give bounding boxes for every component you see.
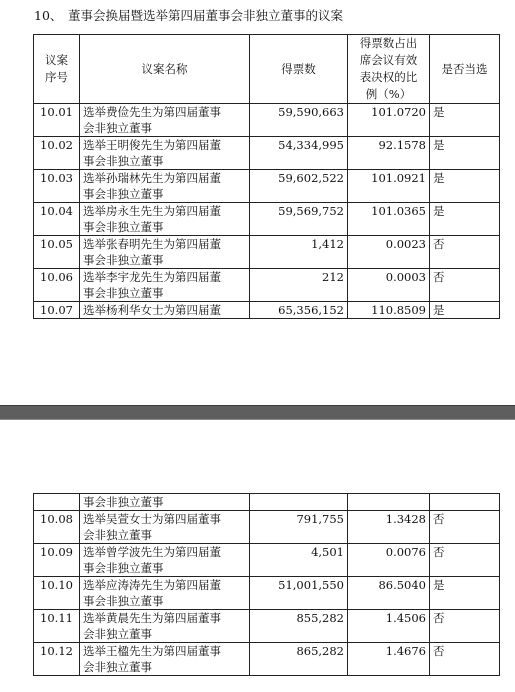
section-heading [34, 6, 343, 24]
header-name: 议案名称 [80, 35, 250, 104]
cell-name: 事会非独立董事 [80, 494, 250, 511]
cell-elected: 否 [430, 511, 500, 544]
cell-votes: 59,590,663 [250, 104, 348, 137]
cell-votes: 4,501 [250, 544, 348, 577]
cell-votes: 1,412 [250, 236, 348, 269]
header-ratio: 得票数占出 席会议有效 表决权的比 例（%） [348, 35, 430, 104]
cell-ratio: 101.0921 [348, 170, 430, 203]
table-row [34, 170, 500, 203]
cell-name: 选举张春明先生为第四届董 事会非独立董事 [80, 236, 250, 269]
cell-votes: 59,569,752 [250, 203, 348, 236]
cell-ratio [348, 494, 430, 511]
cell-seq: 10.03 [34, 170, 80, 203]
table-row [34, 269, 500, 302]
cell-seq: 10.06 [34, 269, 80, 302]
table-row [34, 610, 500, 643]
cell-elected: 否 [430, 544, 500, 577]
cell-ratio: 101.0720 [348, 104, 430, 137]
cell-ratio: 0.0003 [348, 269, 430, 302]
cell-name: 选举房永生先生为第四届董 事会非独立董事 [80, 203, 250, 236]
header-elected: 是否当选 [430, 35, 500, 104]
cell-elected [430, 494, 500, 511]
cell-name: 选举王明俊先生为第四届董 事会非独立董事 [80, 137, 250, 170]
cell-seq: 10.11 [34, 610, 80, 643]
cell-votes: 212 [250, 269, 348, 302]
cell-ratio: 86.5040 [348, 577, 430, 610]
cell-ratio: 0.0076 [348, 544, 430, 577]
cell-votes: 59,602,522 [250, 170, 348, 203]
cell-votes [250, 494, 348, 511]
table-row [34, 236, 500, 269]
cell-elected: 是 [430, 577, 500, 610]
cell-seq: 10.09 [34, 544, 80, 577]
cell-name: 选举吴萱女士为第四届董事 会非独立董事 [80, 511, 250, 544]
cell-elected: 是 [430, 302, 500, 319]
cell-ratio: 0.0023 [348, 236, 430, 269]
table-row [34, 104, 500, 137]
cell-elected: 否 [430, 643, 500, 676]
table-row [34, 137, 500, 170]
cell-seq: 10.10 [34, 577, 80, 610]
header-votes: 得票数 [250, 35, 348, 104]
cell-ratio: 1.4676 [348, 643, 430, 676]
cell-elected: 否 [430, 269, 500, 302]
cell-votes: 54,334,995 [250, 137, 348, 170]
table-row [34, 302, 500, 319]
cell-elected: 是 [430, 170, 500, 203]
cell-seq: 10.02 [34, 137, 80, 170]
cell-elected: 否 [430, 236, 500, 269]
cell-ratio: 1.4506 [348, 610, 430, 643]
vote-results-table-part2 [33, 493, 500, 676]
table-row [34, 577, 500, 610]
cell-votes: 865,282 [250, 643, 348, 676]
section-number: 10、 [34, 8, 63, 23]
cell-name: 选举曾学波先生为第四届董 事会非独立董事 [80, 544, 250, 577]
table-row [34, 511, 500, 544]
table-row [34, 544, 500, 577]
vote-results-table-part1 [33, 34, 500, 319]
cell-seq [34, 494, 80, 511]
cell-seq: 10.01 [34, 104, 80, 137]
cell-seq: 10.07 [34, 302, 80, 319]
cell-ratio: 110.8509 [348, 302, 430, 319]
cell-elected: 是 [430, 137, 500, 170]
cell-name: 选举王楹先生为第四届董事 会非独立董事 [80, 643, 250, 676]
table-row [34, 203, 500, 236]
cell-name: 选举应涛涛先生为第四届董 事会非独立董事 [80, 577, 250, 610]
table-header-row [34, 35, 500, 104]
cell-name: 选举李宇龙先生为第四届董 事会非独立董事 [80, 269, 250, 302]
section-title: 董事会换届暨选举第四届董事会非独立董事的议案 [68, 8, 344, 23]
cell-name: 选举孙瑞林先生为第四届董 事会非独立董事 [80, 170, 250, 203]
cell-name: 选举黄晨先生为第四届董事 会非独立董事 [80, 610, 250, 643]
cell-name: 选举费俭先生为第四届董事 会非独立董事 [80, 104, 250, 137]
cell-ratio: 1.3428 [348, 511, 430, 544]
cell-seq: 10.04 [34, 203, 80, 236]
table-row-continuation [34, 494, 500, 511]
table-row [34, 643, 500, 676]
cell-name: 选举杨利华女士为第四届董 [80, 302, 250, 319]
cell-votes: 855,282 [250, 610, 348, 643]
cell-elected: 否 [430, 610, 500, 643]
cell-seq: 10.12 [34, 643, 80, 676]
cell-votes: 791,755 [250, 511, 348, 544]
cell-ratio: 92.1578 [348, 137, 430, 170]
cell-seq: 10.08 [34, 511, 80, 544]
cell-elected: 是 [430, 203, 500, 236]
header-seq: 议案 序号 [34, 35, 80, 104]
page-break-bar [0, 405, 515, 420]
cell-seq: 10.05 [34, 236, 80, 269]
cell-elected: 是 [430, 104, 500, 137]
cell-votes: 51,001,550 [250, 577, 348, 610]
cell-ratio: 101.0365 [348, 203, 430, 236]
cell-votes: 65,356,152 [250, 302, 348, 319]
